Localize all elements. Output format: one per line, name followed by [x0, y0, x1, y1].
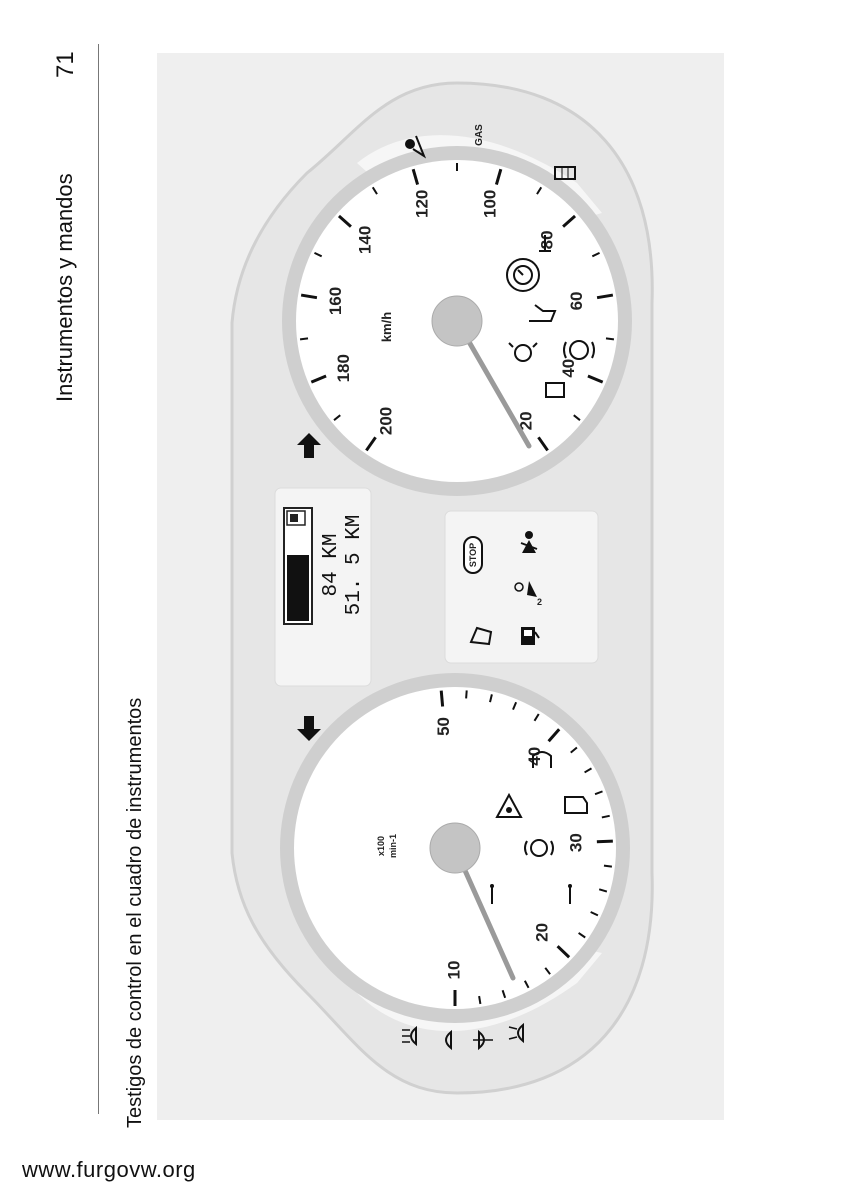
- tachometer-tick: [466, 690, 467, 698]
- speedometer-tick: [606, 338, 614, 339]
- speedometer-hub: [432, 296, 482, 346]
- tachometer-tick-label: 50: [433, 717, 453, 736]
- section-title: Instrumentos y mandos: [52, 173, 77, 402]
- header-divider: [98, 44, 99, 1114]
- tachometer-tick: [441, 691, 442, 707]
- speedometer-tick-label: 180: [333, 354, 353, 383]
- speedometer-tick-label: 100: [480, 189, 500, 218]
- speedometer-tick: [300, 338, 308, 339]
- tachometer-tick: [597, 841, 613, 842]
- tachometer-tick-label: 40: [524, 746, 544, 766]
- speedometer-tick-label: 80: [537, 230, 557, 250]
- svg-text:2: 2: [537, 597, 543, 607]
- tachometer-tick-label: 30: [566, 833, 586, 853]
- tach-unit-top: x100: [376, 835, 386, 857]
- speedometer-tick-label: 60: [566, 291, 586, 311]
- display-line-2: 51. 5 KM: [343, 514, 366, 616]
- speedometer-tick-label: 20: [516, 411, 536, 431]
- tach-unit-bottom: min-1: [388, 833, 398, 859]
- tachometer-tick: [604, 866, 612, 867]
- display-line-1: 84 KM: [320, 533, 343, 597]
- stop-icon: [464, 537, 482, 573]
- tachometer-tick-label: 20: [532, 922, 552, 942]
- gas-icon: GAS: [474, 124, 485, 146]
- speedometer-tick-label: 40: [558, 358, 578, 378]
- instrument-cluster-figure: [157, 53, 724, 1120]
- speedometer-tick-label: 160: [326, 286, 346, 316]
- speedometer-tick-label: 120: [412, 189, 432, 218]
- svg-text:STOP: STOP: [468, 542, 478, 568]
- footer-url: www.furgovw.org: [22, 1157, 196, 1182]
- tachometer-tick: [479, 996, 480, 1004]
- speedometer-tick-label: 200: [376, 406, 396, 436]
- tachometer-tick-label: 10: [444, 960, 464, 980]
- tachometer-hub: [430, 823, 480, 873]
- page-number: 71: [52, 51, 79, 78]
- speedometer-tick-label: 140: [355, 225, 375, 255]
- figure-caption: Testigos de control en el cuadro de instrumentos: [124, 697, 146, 1128]
- fuel-pump-display-icon: [287, 511, 305, 525]
- speed-unit-label: km/h: [379, 311, 394, 343]
